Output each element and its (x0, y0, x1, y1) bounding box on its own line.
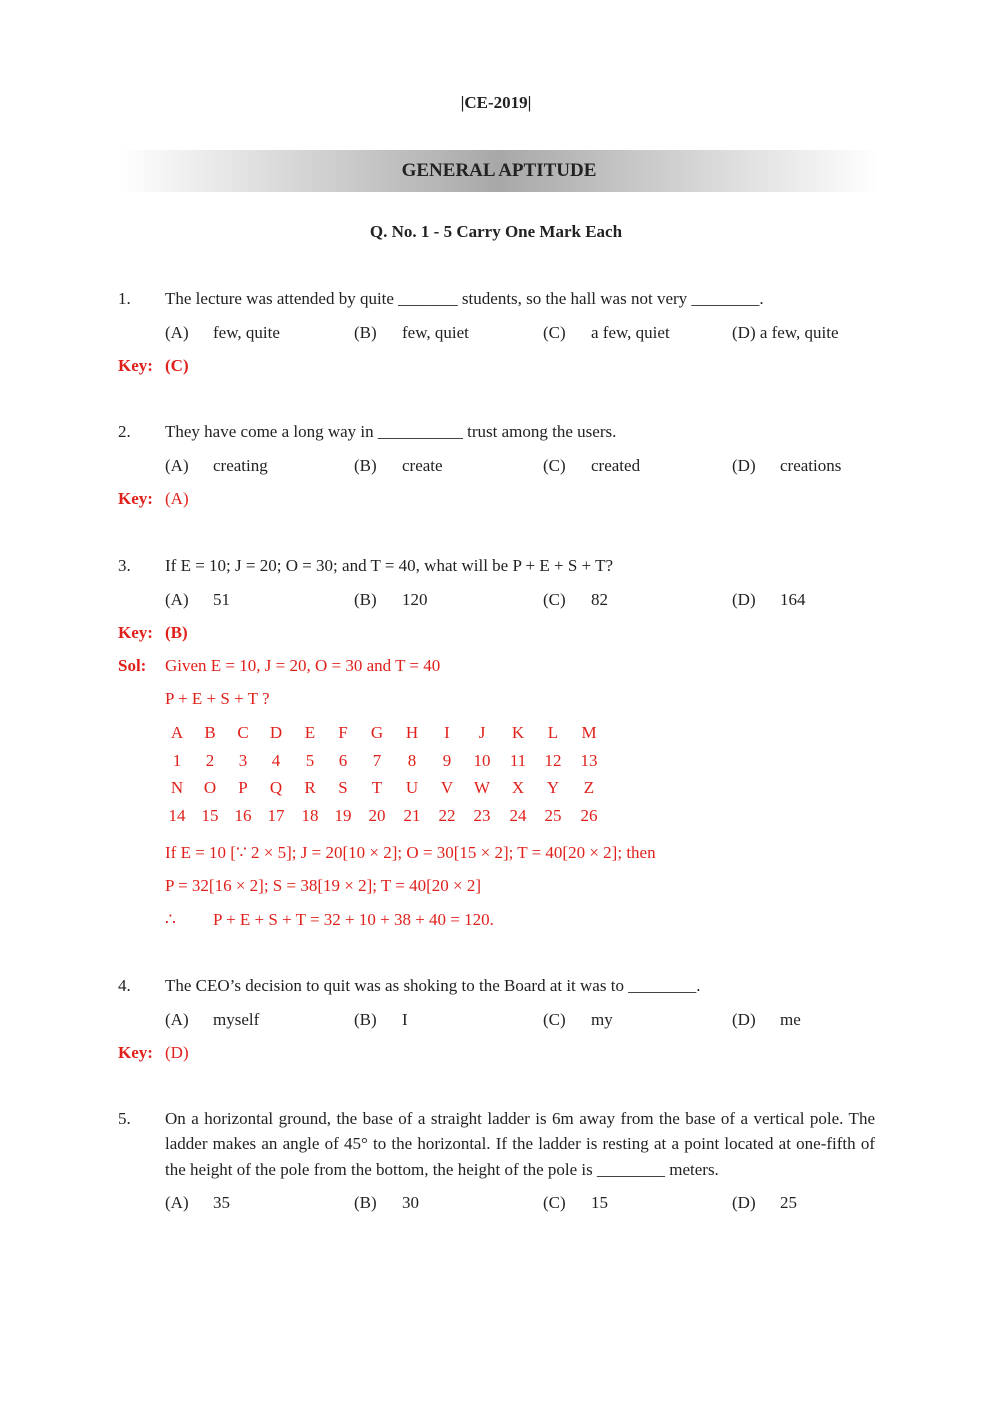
section-title: GENERAL APTITUDE (401, 160, 597, 181)
option-c-text: a few, quiet (591, 323, 670, 342)
grid-letter: Z (583, 778, 595, 797)
grid-number: 7 (372, 751, 382, 770)
grid-letter: N (170, 778, 184, 797)
solution-given: Given E = 10, J = 20, O = 30 and T = 40 (165, 656, 441, 675)
grid-letter: R (304, 778, 316, 797)
option-b-letter: (B) (354, 1193, 377, 1212)
grid-number: 22 (438, 806, 456, 825)
option-c-text: 82 (591, 590, 608, 609)
therefore-symbol: ∴ (165, 910, 176, 929)
option-a-letter: (A) (165, 456, 189, 475)
key-value: (C) (165, 356, 189, 375)
option-c-text: my (591, 1010, 613, 1029)
grid-number: 19 (334, 806, 352, 825)
grid-letter: B (204, 723, 216, 742)
grid-number: 18 (301, 806, 319, 825)
option-d-text: creations (780, 456, 842, 475)
question-text: The CEO’s decision to quit was as shoking to the Board at it was to ________. (165, 976, 701, 995)
grid-number: 13 (580, 751, 598, 770)
option-a-letter: (A) (165, 1193, 189, 1212)
grid-letter: U (405, 778, 419, 797)
option-b-text: 30 (402, 1193, 419, 1212)
option-b-letter: (B) (354, 590, 377, 609)
option-d-text: 25 (780, 1193, 797, 1212)
option-c-letter: (C) (543, 590, 566, 609)
option-d-letter: (D) (732, 456, 756, 475)
section-banner (118, 150, 880, 192)
grid-number: 14 (168, 806, 186, 825)
option-c-letter: (C) (543, 1010, 566, 1029)
grid-letter: D (269, 723, 283, 742)
option-b-letter: (B) (354, 323, 377, 342)
solution-line-1: If E = 10 [∵ 2 × 5]; J = 20[10 × 2]; O = 30[15 × 2]; T = 40[20 × 2]; then (165, 843, 656, 862)
option-b-letter: (B) (354, 456, 377, 475)
option-d-letter: (D) (732, 590, 756, 609)
grid-number: 11 (509, 751, 527, 770)
option-a-text: 35 (213, 1193, 230, 1212)
option-c-letter: (C) (543, 323, 566, 342)
grid-letter: E (304, 723, 316, 742)
grid-letter: I (444, 723, 450, 742)
option-a-text: 51 (213, 590, 230, 609)
option-b-text: few, quiet (402, 323, 469, 342)
option-a-letter: (A) (165, 323, 189, 342)
option-b-letter: (B) (354, 1010, 377, 1029)
grid-number: 16 (234, 806, 252, 825)
option-b-text: create (402, 456, 443, 475)
option-b-text: I (402, 1010, 408, 1029)
option-d-letter: (D) (732, 1010, 756, 1029)
grid-number: 17 (267, 806, 285, 825)
grid-letter: Q (269, 778, 283, 797)
key-value: (B) (165, 623, 188, 642)
section-note: Q. No. 1 - 5 Carry One Mark Each (369, 222, 623, 241)
grid-number: 21 (403, 806, 421, 825)
question-text: On a horizontal ground, the base of a straight ladder is 6m away from the base of a vertical pole. The ladder makes an angle of 45° to the horizontal. If the ladder is resting at a point located at one-fifth of the height of the pole from the bottom, the height of the pole is ________ meters. (165, 1109, 875, 1179)
grid-number: 15 (201, 806, 219, 825)
grid-letter: L (547, 723, 559, 742)
option-c-letter: (C) (543, 1193, 566, 1212)
question-number: 2. (118, 422, 131, 441)
option-a-text: myself (213, 1010, 260, 1029)
key-label: Key: (118, 356, 153, 375)
grid-number: 4 (271, 751, 281, 770)
grid-number: 24 (509, 806, 527, 825)
grid-letter: M (581, 723, 597, 742)
question-number: 3. (118, 556, 131, 575)
option-a-letter: (A) (165, 1010, 189, 1029)
option-d-text: me (780, 1010, 801, 1029)
grid-letter: S (338, 778, 348, 797)
grid-number: 26 (580, 806, 598, 825)
option-b-text: 120 (402, 590, 428, 609)
key-value: (D) (165, 1043, 189, 1062)
grid-number: 20 (368, 806, 386, 825)
grid-letter: H (405, 723, 419, 742)
grid-letter: Y (546, 778, 560, 797)
grid-number: 25 (544, 806, 562, 825)
grid-letter: F (338, 723, 348, 742)
key-label: Key: (118, 623, 153, 642)
key-label: Key: (118, 489, 153, 508)
grid-number: 6 (338, 751, 348, 770)
option-a-text: few, quite (213, 323, 280, 342)
key-value: (A) (165, 489, 189, 508)
grid-number: 5 (305, 751, 315, 770)
grid-number: 12 (544, 751, 562, 770)
question-text: The lecture was attended by quite _______ students, so the hall was not very ________. (165, 289, 764, 308)
solution-line-2: P = 32[16 × 2]; S = 38[19 × 2]; T = 40[20 × 2] (165, 876, 481, 895)
grid-letter: A (170, 723, 184, 742)
option-c-text: 15 (591, 1193, 608, 1212)
exam-code: |CE-2019| (460, 93, 532, 112)
grid-letter: X (511, 778, 525, 797)
grid-letter: G (370, 723, 384, 742)
question-text: If E = 10; J = 20; O = 30; and T = 40, what will be P + E + S + T? (165, 556, 614, 575)
question-number: 1. (118, 289, 131, 308)
option-d-letter: (D) (732, 1193, 756, 1212)
question-text: They have come a long way in __________ trust among the users. (165, 422, 617, 441)
grid-number: 8 (407, 751, 417, 770)
grid-number: 23 (473, 806, 491, 825)
question-number: 4. (118, 976, 131, 995)
solution-conclusion: P + E + S + T = 32 + 10 + 38 + 40 = 120. (213, 910, 494, 929)
grid-letter: C (237, 723, 249, 742)
grid-letter: J (478, 723, 486, 742)
option-c-text: created (591, 456, 641, 475)
key-label: Key: (118, 1043, 153, 1062)
grid-letter: W (473, 778, 491, 797)
grid-number: 10 (473, 751, 491, 770)
option-a-text: creating (213, 456, 268, 475)
grid-letter: T (371, 778, 383, 797)
option-d-text: 164 (780, 590, 806, 609)
grid-number: 9 (442, 751, 452, 770)
grid-number: 2 (205, 751, 215, 770)
grid-letter: V (440, 778, 454, 797)
grid-letter: P (238, 778, 248, 797)
option-d-letter: (D) a few, quite (732, 323, 839, 342)
option-a-letter: (A) (165, 590, 189, 609)
solution-find: P + E + S + T ? (165, 689, 270, 708)
grid-letter: K (511, 723, 525, 742)
sol-label: Sol: (118, 656, 147, 675)
grid-number: 3 (238, 751, 248, 770)
question-number: 5. (118, 1109, 131, 1128)
grid-number: 1 (172, 751, 182, 770)
grid-letter: O (203, 778, 217, 797)
option-c-letter: (C) (543, 456, 566, 475)
